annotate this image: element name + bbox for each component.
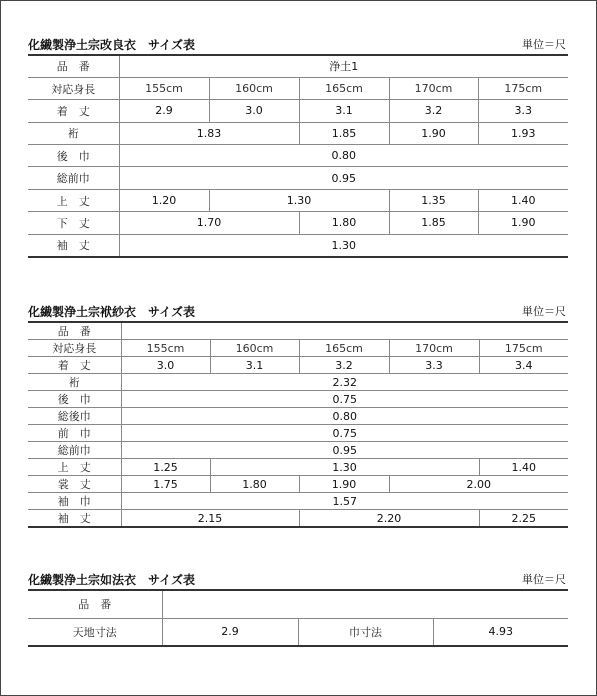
table-row — [28, 476, 568, 493]
value-cell: 1.57 — [121, 493, 568, 510]
size-table — [28, 321, 568, 528]
table-row — [28, 322, 568, 340]
value-cell: 0.95 — [121, 442, 568, 459]
row-label: 後 巾 — [28, 391, 121, 408]
value-cell: 3.3 — [389, 357, 479, 374]
value-cell: 1.80 — [299, 212, 389, 234]
table-row — [28, 493, 568, 510]
row-label: 品 番 — [28, 590, 162, 618]
row-label: 袖 巾 — [28, 493, 121, 510]
table-row — [28, 55, 568, 77]
value-cell: 1.80 — [210, 476, 299, 493]
size-cell: 160cm — [209, 77, 299, 99]
row-label: 着 丈 — [28, 100, 119, 122]
table-row — [28, 122, 568, 144]
row-label: 総前巾 — [28, 167, 119, 189]
value-cell: 0.80 — [121, 408, 568, 425]
table-row — [28, 212, 568, 234]
row-label: 下 丈 — [28, 212, 119, 234]
unit-label: 単位＝尺 — [522, 573, 566, 586]
value-cell: 2.15 — [121, 510, 299, 528]
table-row — [28, 189, 568, 211]
table-row — [28, 167, 568, 189]
section-title: 化繊製浄土宗如法衣 サイズ表 — [28, 573, 196, 587]
value-cell: 0.75 — [121, 425, 568, 442]
row-label: 裳 丈 — [28, 476, 121, 493]
row-label: 裄 — [28, 374, 121, 391]
table-row — [28, 618, 568, 646]
section-kairyoui — [28, 36, 568, 258]
value-cell: 3.3 — [478, 100, 568, 122]
table-row — [28, 340, 568, 357]
row-label: 品 番 — [28, 322, 121, 340]
value-cell: 3.0 — [209, 100, 299, 122]
value-cell: 1.40 — [479, 459, 568, 476]
value-cell: 2.00 — [389, 476, 568, 493]
value-cell: 2.9 — [162, 618, 298, 646]
value-cell: 3.0 — [121, 357, 210, 374]
value-cell: 3.2 — [389, 100, 478, 122]
table-row — [28, 374, 568, 391]
value-cell: 4.93 — [433, 618, 568, 646]
row-label: 巾寸法 — [298, 618, 433, 646]
size-cell: 165cm — [299, 340, 389, 357]
size-cell: 160cm — [210, 340, 299, 357]
table-row — [28, 442, 568, 459]
value-cell: 2.20 — [299, 510, 479, 528]
size-cell: 175cm — [478, 77, 568, 99]
value-cell: 2.9 — [119, 100, 209, 122]
row-label: 総後巾 — [28, 408, 121, 425]
table-row — [28, 100, 568, 122]
value-cell: 1.75 — [121, 476, 210, 493]
row-label: 前 巾 — [28, 425, 121, 442]
row-label: 袖 丈 — [28, 234, 119, 256]
product-code — [162, 590, 568, 618]
row-label: 上 丈 — [28, 459, 121, 476]
row-label: 天地寸法 — [28, 618, 162, 646]
section-header — [28, 571, 568, 589]
table-row — [28, 459, 568, 476]
row-label: 総前巾 — [28, 442, 121, 459]
value-cell: 1.85 — [299, 122, 389, 144]
section-fukusaui — [28, 303, 568, 528]
value-cell: 1.40 — [478, 189, 568, 211]
size-cell: 175cm — [479, 340, 568, 357]
value-cell: 0.95 — [119, 167, 568, 189]
table-row — [28, 510, 568, 528]
value-cell: 1.70 — [119, 212, 299, 234]
size-cell: 170cm — [389, 77, 478, 99]
section-nyohoue — [28, 571, 568, 647]
value-cell: 1.93 — [478, 122, 568, 144]
section-header — [28, 36, 568, 54]
row-label: 品 番 — [28, 55, 119, 77]
value-cell: 1.30 — [209, 189, 389, 211]
value-cell: 3.2 — [299, 357, 389, 374]
size-table — [28, 589, 568, 647]
value-cell: 0.80 — [119, 145, 568, 167]
table-row — [28, 391, 568, 408]
table-row — [28, 234, 568, 256]
row-label: 対応身長 — [28, 340, 121, 357]
size-cell: 155cm — [121, 340, 210, 357]
value-cell: 1.25 — [121, 459, 210, 476]
value-cell: 3.4 — [479, 357, 568, 374]
row-label: 後 巾 — [28, 145, 119, 167]
product-code — [121, 322, 568, 340]
value-cell: 1.90 — [389, 122, 478, 144]
row-label: 上 丈 — [28, 189, 119, 211]
size-cell: 165cm — [299, 77, 389, 99]
value-cell: 3.1 — [210, 357, 299, 374]
value-cell: 1.90 — [478, 212, 568, 234]
table-row — [28, 408, 568, 425]
value-cell: 3.1 — [299, 100, 389, 122]
value-cell: 0.75 — [121, 391, 568, 408]
row-label: 対応身長 — [28, 77, 119, 99]
value-cell: 1.83 — [119, 122, 299, 144]
section-title: 化繊製浄土宗袱紗衣 サイズ表 — [28, 305, 196, 319]
size-cell: 170cm — [389, 340, 479, 357]
value-cell: 1.20 — [119, 189, 209, 211]
value-cell: 1.90 — [299, 476, 389, 493]
value-cell: 2.32 — [121, 374, 568, 391]
table-row — [28, 357, 568, 374]
table-row — [28, 590, 568, 618]
value-cell: 1.30 — [210, 459, 479, 476]
table-row — [28, 77, 568, 99]
value-cell: 1.35 — [389, 189, 478, 211]
value-cell: 1.30 — [119, 234, 568, 256]
unit-label: 単位＝尺 — [522, 38, 566, 51]
row-label: 着 丈 — [28, 357, 121, 374]
section-title: 化繊製浄土宗改良衣 サイズ表 — [28, 38, 196, 52]
value-cell: 1.85 — [389, 212, 478, 234]
unit-label: 単位＝尺 — [522, 305, 566, 318]
row-label: 裄 — [28, 122, 119, 144]
section-header — [28, 303, 568, 321]
value-cell: 2.25 — [479, 510, 568, 528]
product-code: 浄土1 — [119, 55, 568, 77]
table-row — [28, 425, 568, 442]
size-table — [28, 54, 568, 258]
size-cell: 155cm — [119, 77, 209, 99]
row-label: 袖 丈 — [28, 510, 121, 528]
table-row — [28, 145, 568, 167]
